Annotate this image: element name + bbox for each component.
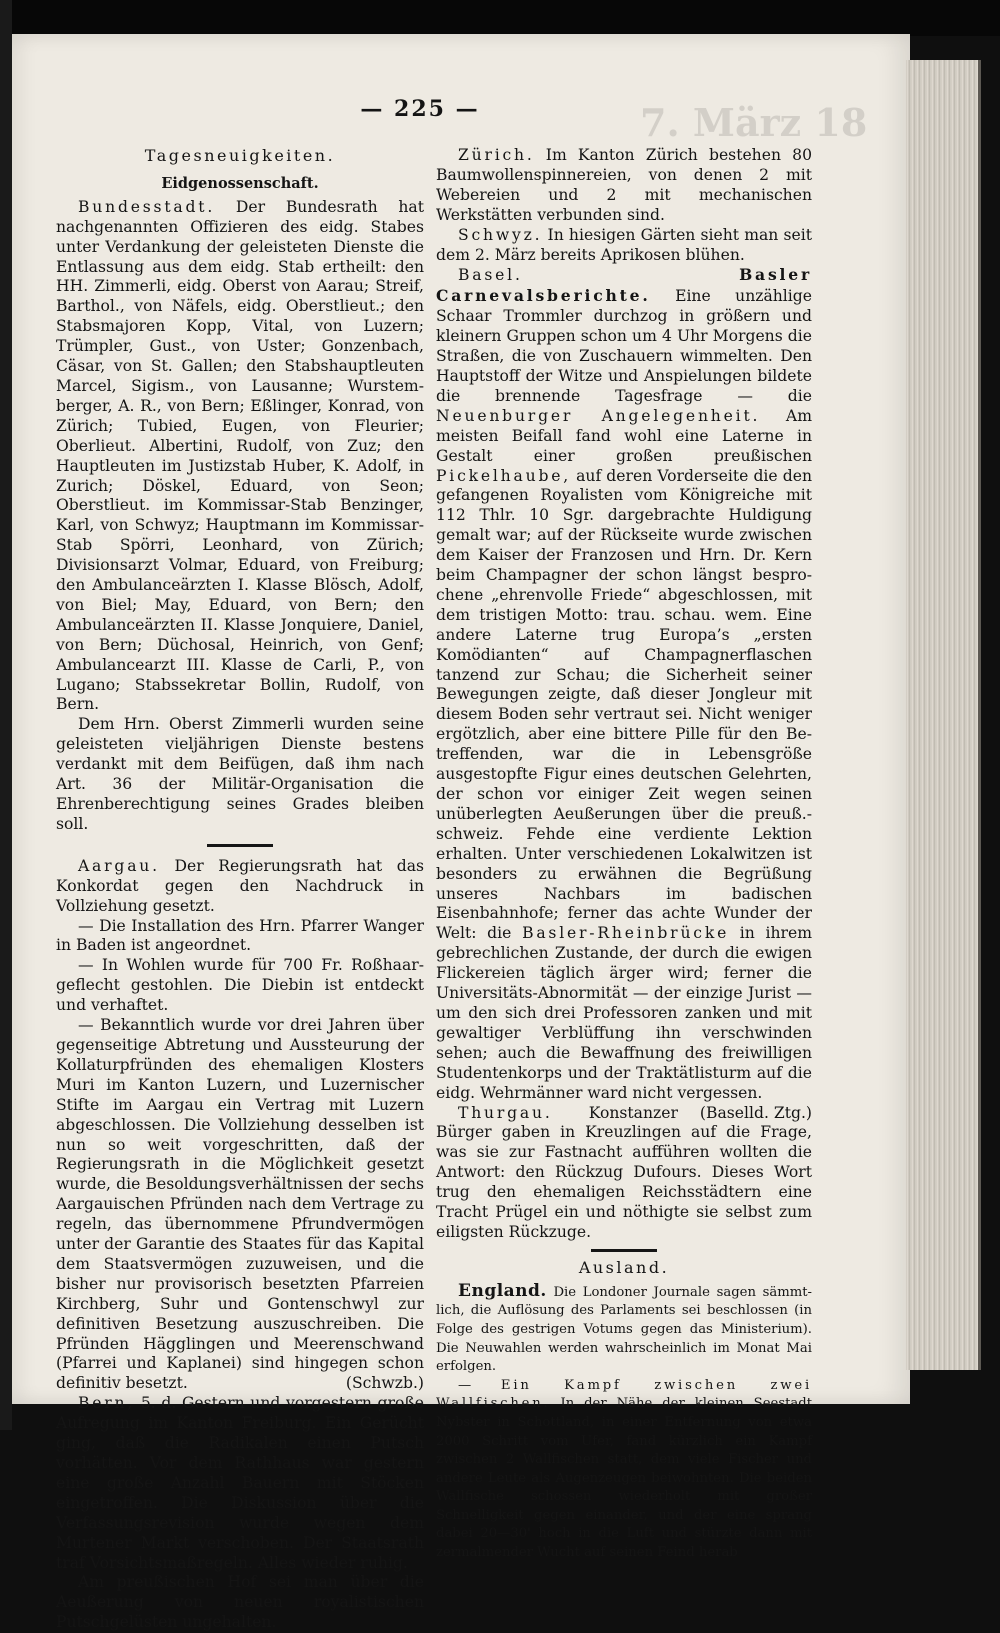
article-text: In hiesigen Gärten sieht man seit dem 2. März bereits Aprikosen blühen. — [436, 225, 812, 264]
article-england — [436, 1282, 812, 1377]
section-divider — [207, 844, 273, 847]
article-text: 5. d. Gestern und vorgestern große Aufregung im Kanton Freiburg. Ein Gerücht ging, daß die Radikalen einen Putsch vorhätten. Vor dem Rathhaus war gestern eine große Anzahl Bauern mit Stöcken eingetroffen. Die Diskussion über die Verfassungsrevision wurde wegen dem Murtener Markt verschoben. Der Staatsrath traf Vorsichtsmaßregeln. Alles wieder ruhig. — [56, 1394, 424, 1572]
article-bundesstadt — [56, 198, 424, 716]
place-name: Aargau. — [78, 856, 160, 875]
article-zimmerli: Dem Hrn. Oberst Zimmerli wurden seine geleisteten vieljährigen Dienste bestens verdankt mit dem Beifügen, daß ihm nach Art. 36 der Militär-Organisation die Ehrenberechtigung seines Grades bleiben soll. — [56, 715, 424, 833]
country-name: England. — [458, 1280, 547, 1301]
article-aargau-muri — [56, 1016, 424, 1394]
article-aargau-wohlen: — In Wohlen wurde für 700 Fr. Roßhaargeflecht gestohlen. Die Diebin ist entdeckt und verhaftet. — [56, 956, 424, 1015]
article-text: Der Bundesrath hat nachgenannten Offizieren des eidg. Stabes unter Verdankung der geleisteten Dienste die Entlassung aus dem eidg. Stab ertheilt: den HH. Zimmerli, eidg. Oberst von Aarau; Streif, Barthol., von Näfels, eidg. Oberstlieut.; den Stabsmajoren Kopp, Vital, von Luzern; Trümpler, Gust., von Uster; Gonzenbach, Cäsar, von St. Gallen; den Stabshauptleuten Marcel, Sigism., von Lausanne; Wurstemberger, A. R., von Bern; Eßlinger, Konrad, von Zürich; Tubied, Eugen, von Fleurier; Oberlieut. Albertini, Rudolf, von Zuz; den Hauptleuten im Justizstab Huber, K. Adolf, in Zurich; Döskel, Eduard, von Seon; Oberstlieut. im Kommissar-Stab Benzinger, Karl, von Schwyz; Hauptmann im Kommissar-Stab Spörri, Leonhard, von Zürich; Divisionsarzt Volmar, Eduard, von Freiburg; den Ambulanceärzten I. Klasse Blösch, Adolf, von Biel; May, Eduard, von Bern; den Ambulanceärzten II. Klasse Jonquiere, Daniel, von Bern; Düchosal, Heinrich, von Genf; Ambulancearzt III. Klasse de Carli, P., von Lugano; Stabssekretar Bollin, Rudolf, von Bern. — [56, 197, 424, 714]
emphasis: Neuenburger Angelegenheit. — [436, 406, 761, 425]
article-text: auf deren Vorderseite die den gefangenen Royalisten vom Königreiche mit 112 Thlr. 10 Sgr. dargebrachte Huldigung gemalt war; auf der Rückseite wurde zwischen dem Kaiser der Franzosen und Hrn. Dr. Kern beim Champagner der schon längst besprochene „ehrenvolle Friede“ abgeschlossen, mit dem tristigen Motto: trau. schau. wem. Eine andere Laterne trug Europa’s „ersten Komödianten“ auf Champagnerflaschen tanzend zur Schau; die Sicherheit seiner Bewegungen zeigte, daß dieser Jongleur mit diesem Boden sehr vertraut sei. Nicht weniger ergötzlich, aber eine bittere Pille für den Betreffenden, war die in Lebensgröße ausgestopfte Figur eines deutschen Gelehrten, der schon vor einiger Zeit wegen seinen unüberlegten Aeußerungen über die preuß.-schweiz. Fehde eine verdiente Lektion erhalten. Unter verschiedenen Lokalwitzen ist besonders zu erwähnen die Begrüßung unseres Nachbars im badischen Eisenbahnhofe; ferner das achte Wunder der Welt: die — [436, 466, 812, 943]
place-name: Bundesstadt. — [78, 197, 216, 216]
article-aargau — [56, 857, 424, 917]
article-title: Basler Carnevalsberichte. — [436, 265, 812, 306]
page-number: — 225 — — [360, 96, 480, 122]
article-title: Ein Kampf zwischen zwei Wallfischen. — [436, 1377, 812, 1412]
article-text: Im Kanton Zürich bestehen 80 Baumwollenspinnereien, von denen 2 mit Webereien und 2 mit mechanischen Werkstätten verbunden sind. — [436, 146, 812, 224]
article-schwyz — [436, 226, 812, 266]
place-name: Schwyz. — [458, 225, 543, 244]
article-text: Die Londoner Journale sagen sämmtlich, die Auflösung des Parlaments sei beschlossen (in Folge des gestrigen Votums gegen das Ministerium). Die Neuwahlen werden wahrscheinlich im Monat Mai erfolgen. — [436, 1284, 812, 1375]
emphasis: Basler-Rheinbrücke — [522, 924, 730, 943]
article-text: — Bekanntlich wurde vor drei Jahren über gegenseitige Abtretung und Aussteurung der Kollaturpfründen des ehemaligen Klosters Muri im Kanton Luzern, und Luzernischer Stifte im Aargau ein Vertrag mit Luzern abgeschlossen. Die Vollziehung desselben ist nun so weit vorgeschritten, daß der Regierungsrath in die Möglichkeit gesetzt wurde, die Besoldungsverhältnissen der sechs Aargauischen Pfründen nach dem Vertrage zu regeln, das übernommene Pfrundvermögen unter der Garantie des Staates für das Kapital dem Staatsvermögen zuzuweisen, und die bisher nur provisorisch besetzten Pfarreien Kirchberg, Suhr und Gontenschwyl zur definitiven Besetzung auszuschreiben. Die Pfründen Hägglingen und Meerenschwand (Pfarrei und Kaplanei) sind hingegen schon definitiv besetzt. — [56, 1016, 424, 1393]
subheading-confederation: Eidgenossenschaft. — [161, 174, 319, 192]
article-source: (Baselld. Ztg.) — [699, 1103, 812, 1122]
article-source: (Schwzb.) — [345, 1374, 424, 1393]
place-name: Basel. — [458, 266, 523, 285]
left-column — [56, 146, 424, 1632]
article-text: Konstanzer Bürger gaben in Kreuzlingen auf die Frage, was sie zur Fastnacht aufführen wollten die Antwort: den Rückzug Dufours. Dieses Wort trug den ehemaligen Reichsstädtern eine Tracht Prügel ein und nöthigte sie selbst zum eiligsten Rückzuge. — [436, 1103, 812, 1241]
section-heading-news: Tagesneuigkeiten. — [144, 146, 336, 165]
bleed-through-text: 7. März 18 — [640, 100, 868, 145]
right-column — [436, 146, 812, 1561]
scan-background-left — [0, 0, 12, 1430]
article-text: Der Regierungsrath hat das Konkordat gegen den Nachdruck in Vollziehung gesetzt. — [56, 856, 424, 915]
place-name: Bern, — [78, 1394, 136, 1413]
article-text: in ihrem gebrechlichen Zustande, der durch die ewigen Flickereien täglich ärger wird; ferner die Universitäts-Abnormität — der einzige Jurist — um den sich drei Professoren zanken und mit gewaltiger Verblüffung ihn verschwinden sehen; auch die Bewaffnung des freiwilligen Studentenkorps und der Traktätlisturm auf die eidg. Wehrmänner ward nicht vergessen. — [436, 924, 812, 1102]
dash: — — [458, 1377, 501, 1393]
scan-background-top — [0, 0, 1000, 36]
place-name: Zürich. — [458, 146, 535, 164]
emphasis: Pickelhaube, — [436, 466, 572, 485]
article-bern — [56, 1394, 424, 1573]
article-text: Am meisten Beifall fand wohl eine Laterne in Gestalt einer großen preußischen — [436, 406, 812, 465]
book-page-edges — [906, 60, 981, 1370]
section-divider — [591, 1249, 657, 1252]
article-text: Eine unzählige Schaar Trommler durchzog in größern und kleinern Gruppen schon um 4 Uhr Morgens die Straßen, die von Zuschauern wimmelten. Den Hauptstoff der Witze und Anspielungen bildete die brennende Tagesfrage — die — [436, 287, 812, 405]
place-name: Thurgau. — [458, 1103, 553, 1122]
article-text: In der Nähe der kleinen Seestadt Nybster in Schottland, in einer Entfernung von etwa 2000 Schritt vom Ufer, fand kürzlich ein Kampf zwischen 2 Wallfischen statt, dem viele Fischer und andere Leute als Augenzeugen beiwohnten. Die beiden Wallfische schossen wiederholt mit großer Schnelligkeit gegen einander, und der eine sprang dabei 20—30' hoch in die Luft und stürzte dann mit zermalmender Wucht auf seinen Feind herab — [436, 1396, 812, 1561]
article-zurich — [436, 146, 812, 226]
article-thurgau — [436, 1104, 812, 1243]
article-whales — [436, 1377, 812, 1563]
article-preussen: Am preußischen Hof sei man über die Aeußerung von neuen royalistischen Putschgelüsten ungehalten. — [56, 1573, 424, 1632]
article-aargau-installation: — Die Installation des Hrn. Pfarrer Wanger in Baden ist angeordnet. — [56, 916, 424, 955]
section-heading-abroad: Ausland. — [578, 1257, 670, 1277]
